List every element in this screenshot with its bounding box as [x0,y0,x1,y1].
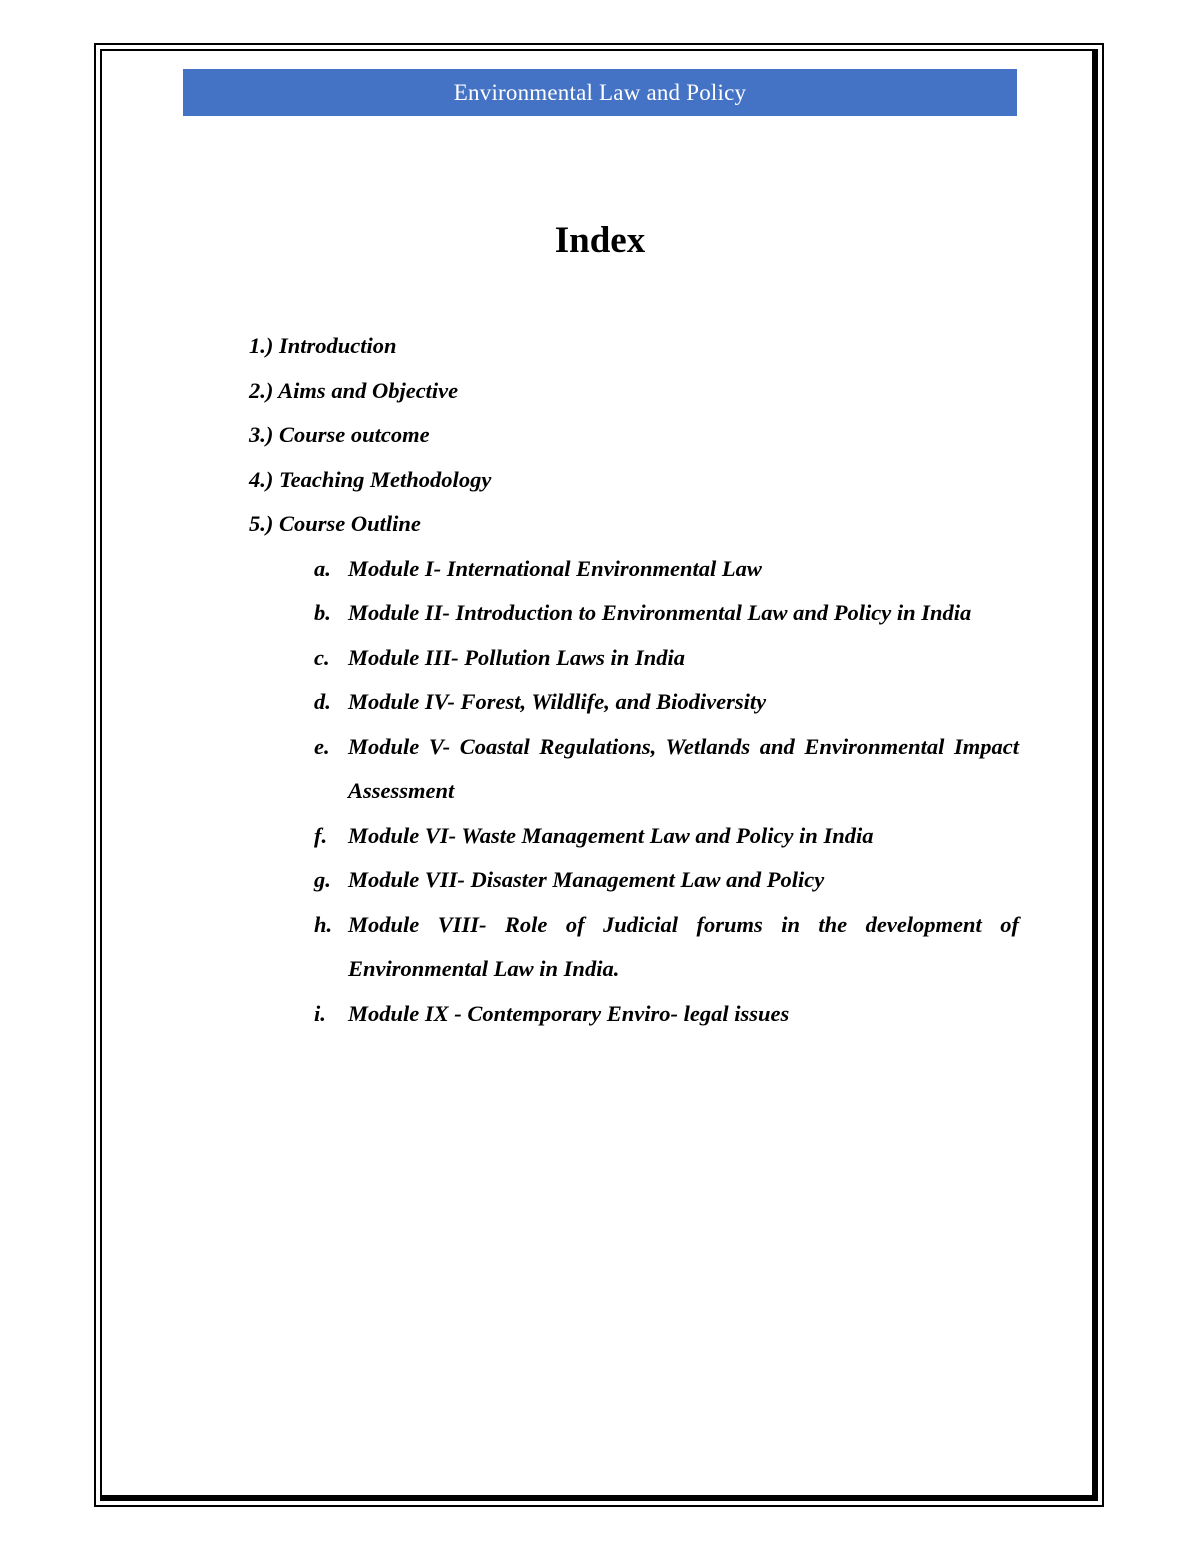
module-marker: c. [314,644,330,670]
module-marker: b. [314,600,331,625]
index-item-number: 5.) [249,511,274,536]
module-marker: h. [314,911,333,937]
module-label: Module IX - Contemporary Enviro- legal issues [348,1000,790,1026]
index-item-course-outline [249,502,1019,547]
module-label: Module III- Pollution Laws in India [348,644,685,670]
module-label: Module VIII- Role of Judicial forums in the development of Environmental Law in India. [348,911,1019,981]
module-marker: f. [314,822,328,848]
module-marker: i. [314,1000,326,1026]
module-label: Module VII- Disaster Management Law and Policy [348,867,825,892]
index-item-teaching-methodology [249,458,1019,503]
module-label: Module V- Coastal Regulations, Wetlands and Environmental Impact Assessment [348,733,1019,803]
module-item [249,547,1019,592]
module-item [249,591,1019,636]
index-item-number: 3.) [249,422,274,447]
index-item-number: 2.) [249,377,274,403]
module-item [249,858,1019,903]
module-label: Module II- Introduction to Environmental Law and Policy in India [348,600,972,625]
index-item-number: 1.) [249,333,274,358]
index-item-aims [249,369,1019,414]
module-item [249,814,1019,859]
module-item [249,903,1019,992]
module-item [249,725,1019,814]
document-header-banner [183,69,1017,116]
index-list [249,324,1019,1036]
module-label: Module I- International Environmental Law [348,555,762,581]
index-item-number: 4.) [249,466,274,492]
module-label: Module IV- Forest, Wildlife, and Biodiversity [348,689,767,714]
module-label: Module VI- Waste Management Law and Policy in India [348,822,874,848]
index-item-label: Course outcome [279,422,430,447]
module-marker: a. [314,555,331,581]
index-item-label: Course Outline [279,511,421,536]
header-title: Environmental Law and Policy [453,79,747,105]
index-item-label: Introduction [279,333,397,358]
module-marker: d. [314,689,331,714]
module-marker: g. [314,867,331,892]
index-item-introduction [249,324,1019,369]
page-title: Index [554,220,646,261]
module-marker: e. [314,733,330,759]
module-item [249,992,1019,1037]
index-item-course-outcome [249,413,1019,458]
module-item [249,680,1019,725]
index-item-label: Aims and Objective [278,377,459,403]
index-item-label: Teaching Methodology [279,466,492,492]
module-item [249,636,1019,681]
